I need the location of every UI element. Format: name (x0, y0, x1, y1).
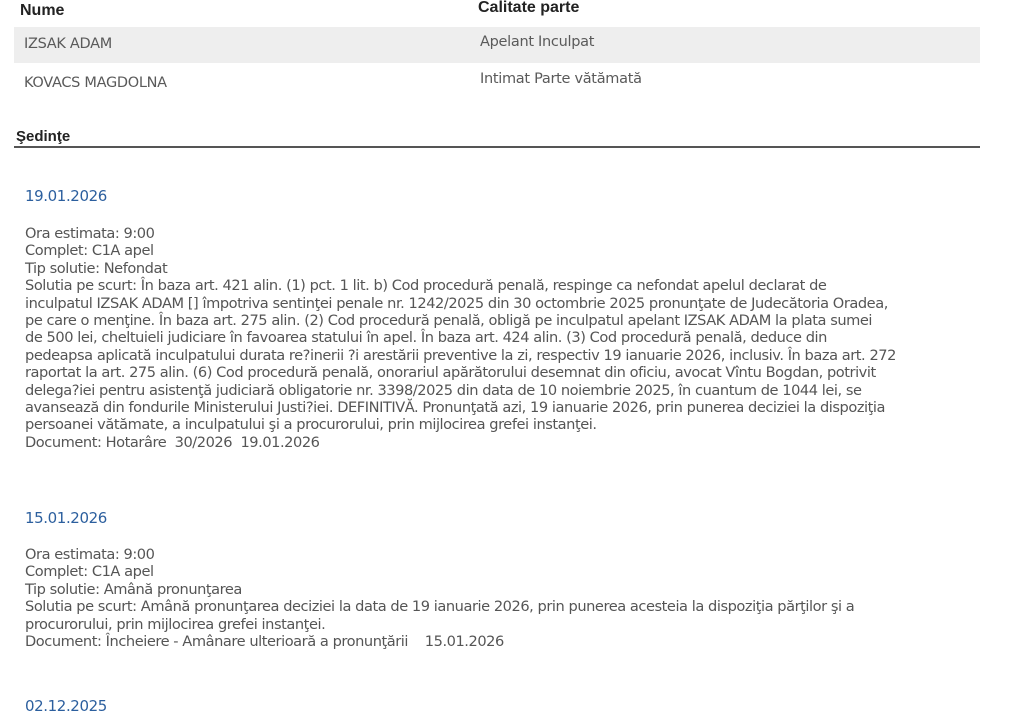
sessions-section-title: Şedinţe (16, 128, 71, 145)
party-name: KOVACS MAGDOLNA (24, 75, 167, 91)
session-date[interactable]: 02.12.2025 (25, 697, 107, 715)
solution-type: Tip solutie: Nefondat (25, 259, 168, 277)
estimated-time: Ora estimata: 9:00 (25, 546, 155, 563)
column-header-name: Nume (20, 2, 65, 19)
session-date[interactable]: 19.01.2026 (25, 187, 107, 205)
section-divider (14, 146, 980, 148)
solution-summary-line: inculpatul IZSAK ADAM [] împotriva sentinţei penale nr. 1242/2025 din 30 octombrie 2025 pronunţate de Judecătoria Oradea, (25, 294, 888, 312)
solution-summary-line: delega?iei pentru asistenţă judiciară obligatorie nr. 3398/2025 din data de 10 noiembrie 2025, în cuantum de 1044 lei, se (25, 381, 862, 399)
solution-summary-line: de 500 lei, cheltuieli judiciare în favoarea statului în apel. În baza art. 424 alin. (3) Cod procedură penală, deduce din (25, 329, 827, 347)
party-role: Intimat Parte vătămată (480, 71, 642, 87)
panel: Complet: C1A apel (25, 242, 154, 260)
document-info: Document: Hotarâre 30/2026 19.01.2026 (25, 433, 320, 451)
panel: Complet: C1A apel (25, 563, 154, 581)
table-row (14, 27, 980, 63)
solution-summary-line: Solutia pe scurt: În baza art. 421 alin. (1) pct. 1 lit. b) Cod procedură penală, respinge ca nefondat apelul declarat de (25, 277, 827, 295)
solution-type: Tip solutie: Amână pronunţarea (25, 580, 242, 598)
solution-summary-line: pedeapsa aplicată inculpatului durata re?inerii ?i arestării preventive la zi, respectiv 19 ianuarie 2026, inclusiv. În baza art. 272 (25, 346, 896, 364)
session-details (25, 546, 854, 650)
solution-summary-line: Solutia pe scurt: Amână pronunţarea deciziei la data de 19 ianuarie 2026, prin punerea acesteia la dispoziţia părţilor şi a (25, 598, 855, 616)
session-date[interactable]: 15.01.2026 (25, 509, 107, 527)
party-role: Apelant Inculpat (480, 34, 595, 50)
solution-summary-line: procurorului, prin mijlocirea grefei instanţei. (25, 615, 326, 633)
estimated-time: Ora estimata: 9:00 (25, 225, 155, 242)
party-name: IZSAK ADAM (24, 36, 112, 52)
solution-summary-line: pe care o menţine. În baza art. 275 alin. (2) Cod procedură penală, obligă pe inculpatul apelant IZSAK ADAM la plata sumei (25, 311, 873, 329)
column-header-role: Calitate parte (478, 0, 580, 16)
solution-summary-line: persoanei vătămate, a inculpatului şi a procurorului, prin mijlocirea grefei instanţei. (25, 416, 597, 434)
document-info: Document: Încheiere - Amânare ulterioară a pronunţării 15.01.2026 (25, 632, 504, 650)
session-details (25, 225, 896, 451)
solution-summary-line: raportat la art. 275 alin. (6) Cod procedură penală, onorariul apărătorului desemnat din oficiu, avocat Vîntu Bogdan, potrivit (25, 364, 876, 382)
table-row (14, 66, 980, 102)
solution-summary-line: avansează din fondurile Ministerului Justi?iei. DEFINITIVĂ. Pronunţată azi, 19 ianuarie 2026, prin punerea deciziei la dispoziţia (25, 398, 886, 416)
